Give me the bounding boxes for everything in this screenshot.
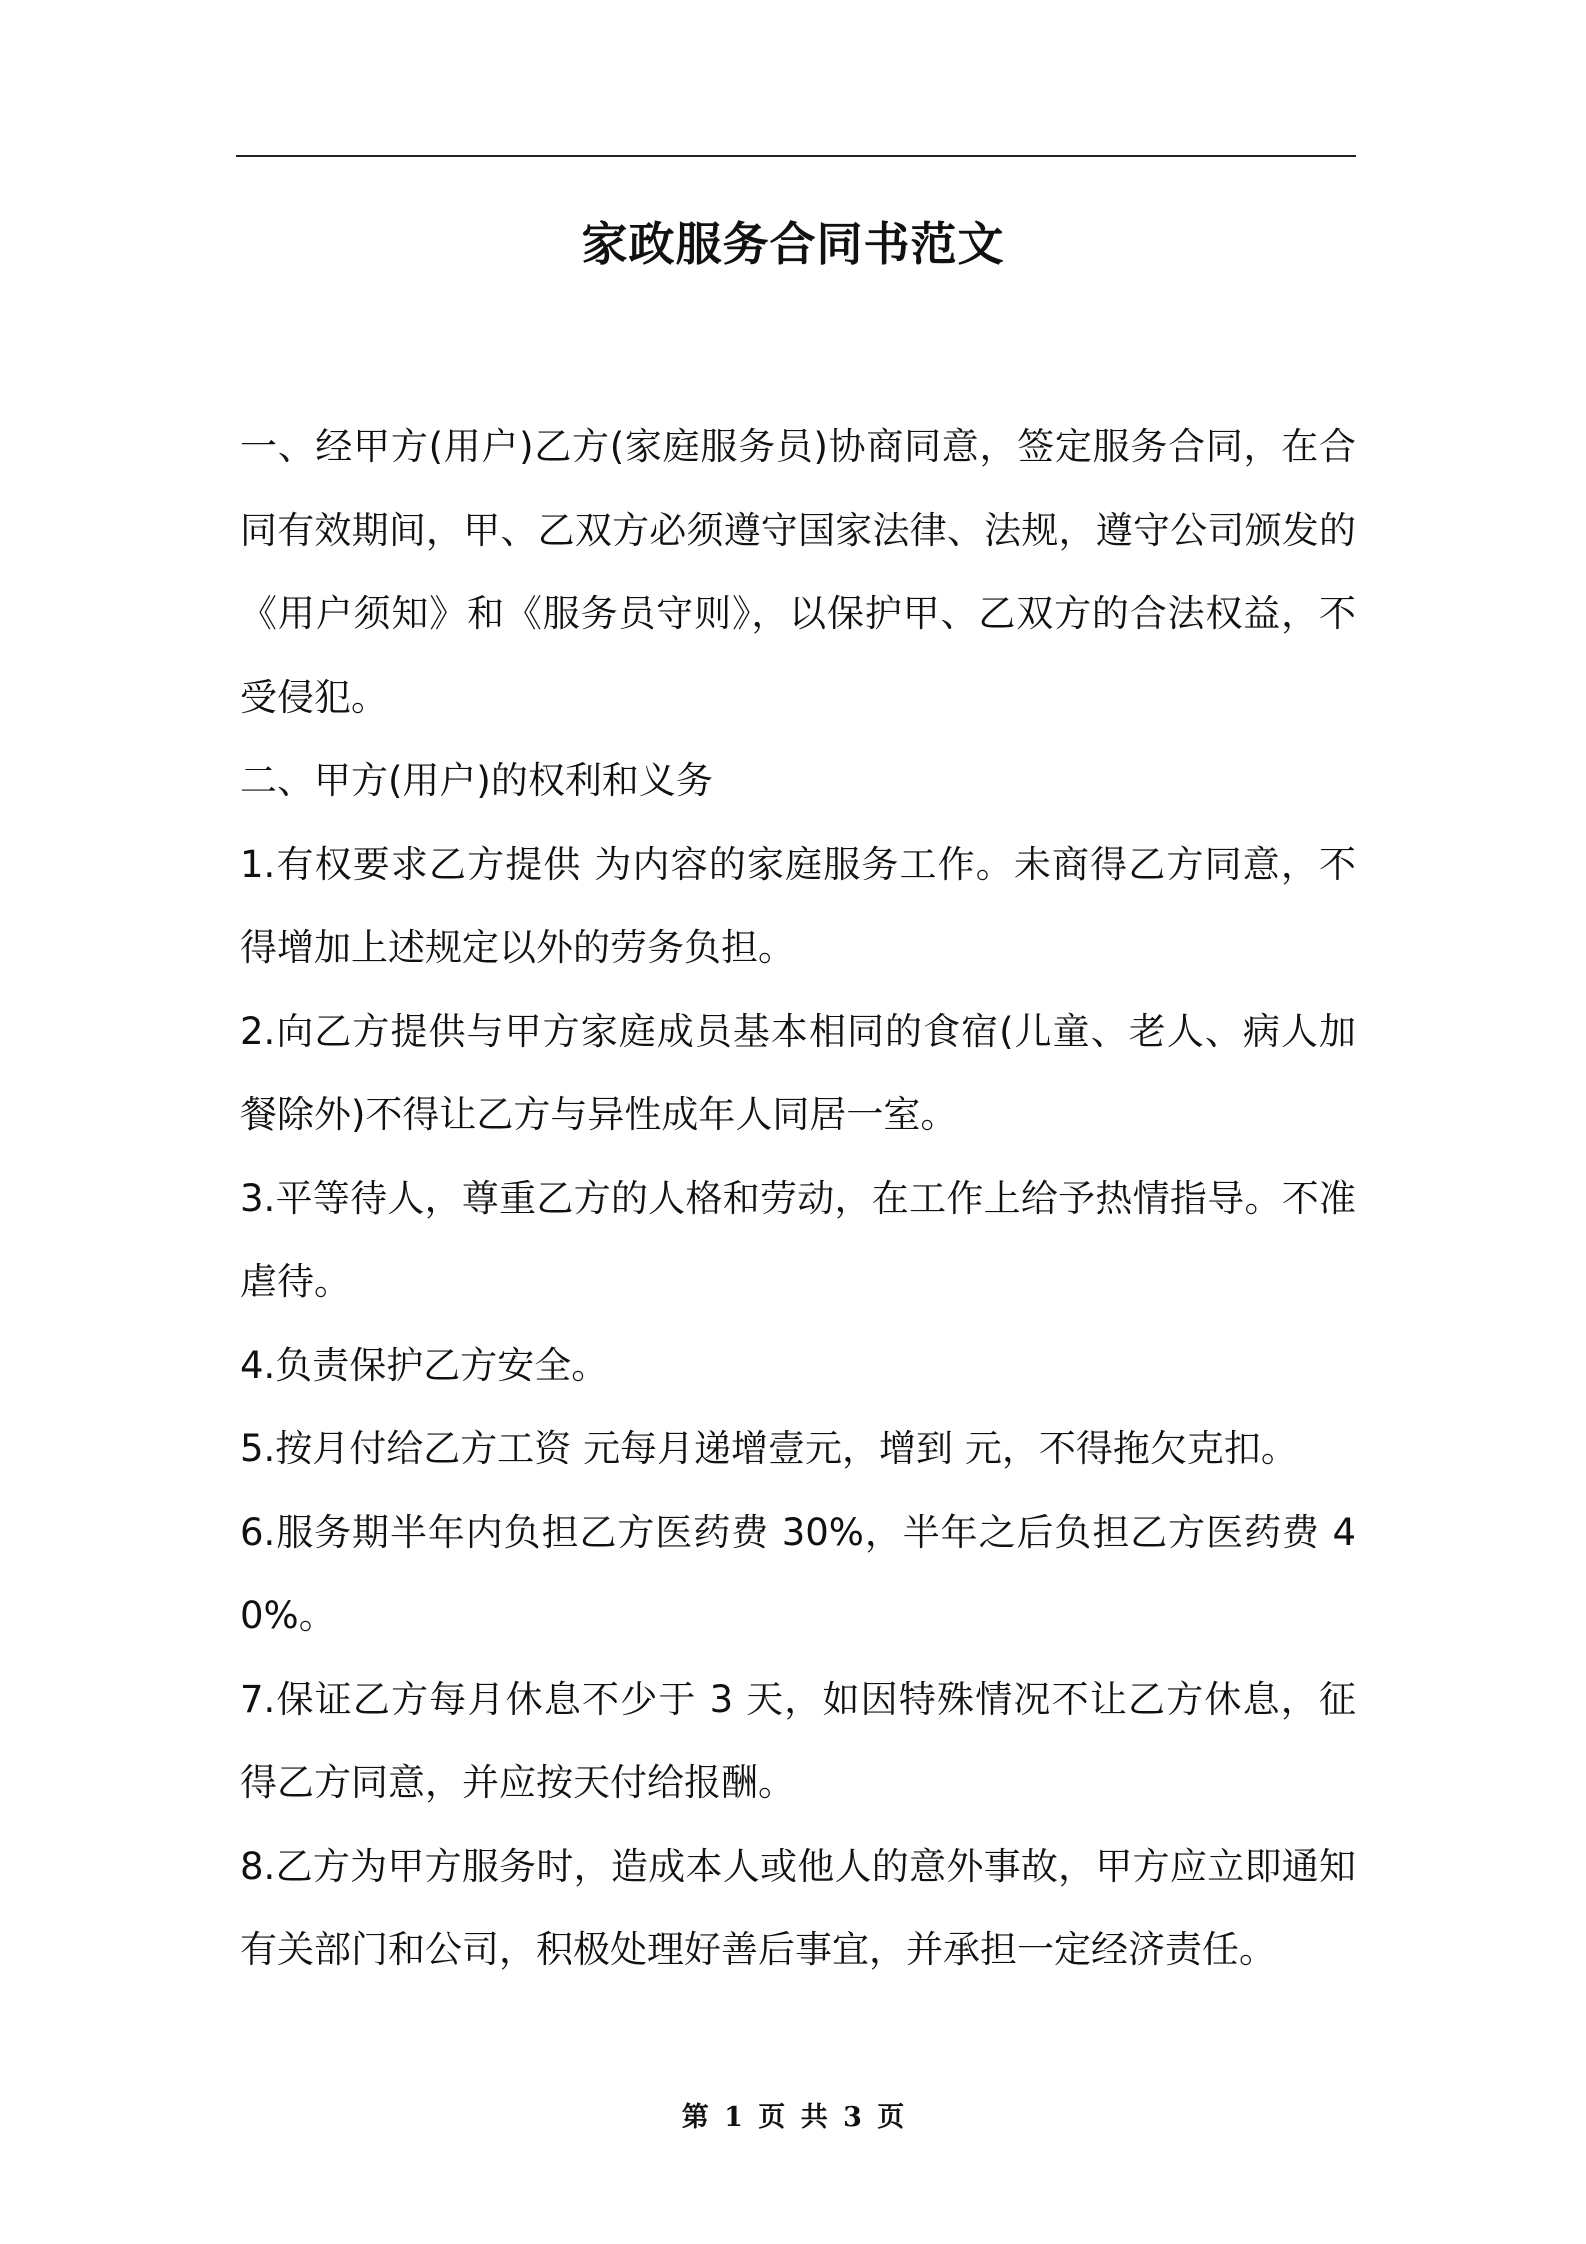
paragraph-item-5: 5.按月付给乙方工资 元每月递增壹元，增到 元，不得拖欠克扣。 <box>240 1427 1298 1470</box>
paragraph-item-2: 2.向乙方提供与甲方家庭成员基本相同的食宿(儿童、老人、病人加餐除外)不得让乙方与异性成年人同居一室。 <box>240 1009 1356 1136</box>
page-number-footer: 第 1 页 共 3 页 <box>681 2102 905 2133</box>
paragraph-item-3: 3.平等待人，尊重乙方的人格和劳动，在工作上给予热情指导。不准虐待。 <box>240 1176 1356 1303</box>
document-body <box>240 405 1356 1992</box>
paragraph-item-6: 6.服务期半年内负担乙方医药费 30%，半年之后负担乙方医药费 40%。 <box>240 1510 1356 1637</box>
paragraph-item-4: 4.负责保护乙方安全。 <box>240 1343 609 1387</box>
paragraph-section-2-heading: 二、甲方(用户)的权利和义务 <box>240 759 713 802</box>
paragraph-section-1: 一、经甲方(用户)乙方(家庭服务员)协商同意，签定服务合同，在合同有效期间，甲、乙双方必须遵守国家法律、法规，遵守公司颁发的《用户须知》和《服务员守则》，以保护甲、乙双方的合法权益，不受侵犯。 <box>240 425 1356 719</box>
document-title: 家政服务合同书范文 <box>581 217 1005 271</box>
paragraph-item-8: 8.乙方为甲方服务时，造成本人或他人的意外事故，甲方应立即通知有关部门和公司，积极处理好善后事宜，并承担一定经济责任。 <box>240 1844 1356 1971</box>
header-divider <box>236 155 1356 157</box>
paragraph-item-7: 7.保证乙方每月休息不少于 3 天，如因特殊情况不让乙方休息，征得乙方同意，并应按天付给报酬。 <box>240 1677 1356 1804</box>
paragraph-item-1: 1.有权要求乙方提供 为内容的家庭服务工作。未商得乙方同意，不得增加上述规定以外的劳务负担。 <box>240 842 1356 969</box>
